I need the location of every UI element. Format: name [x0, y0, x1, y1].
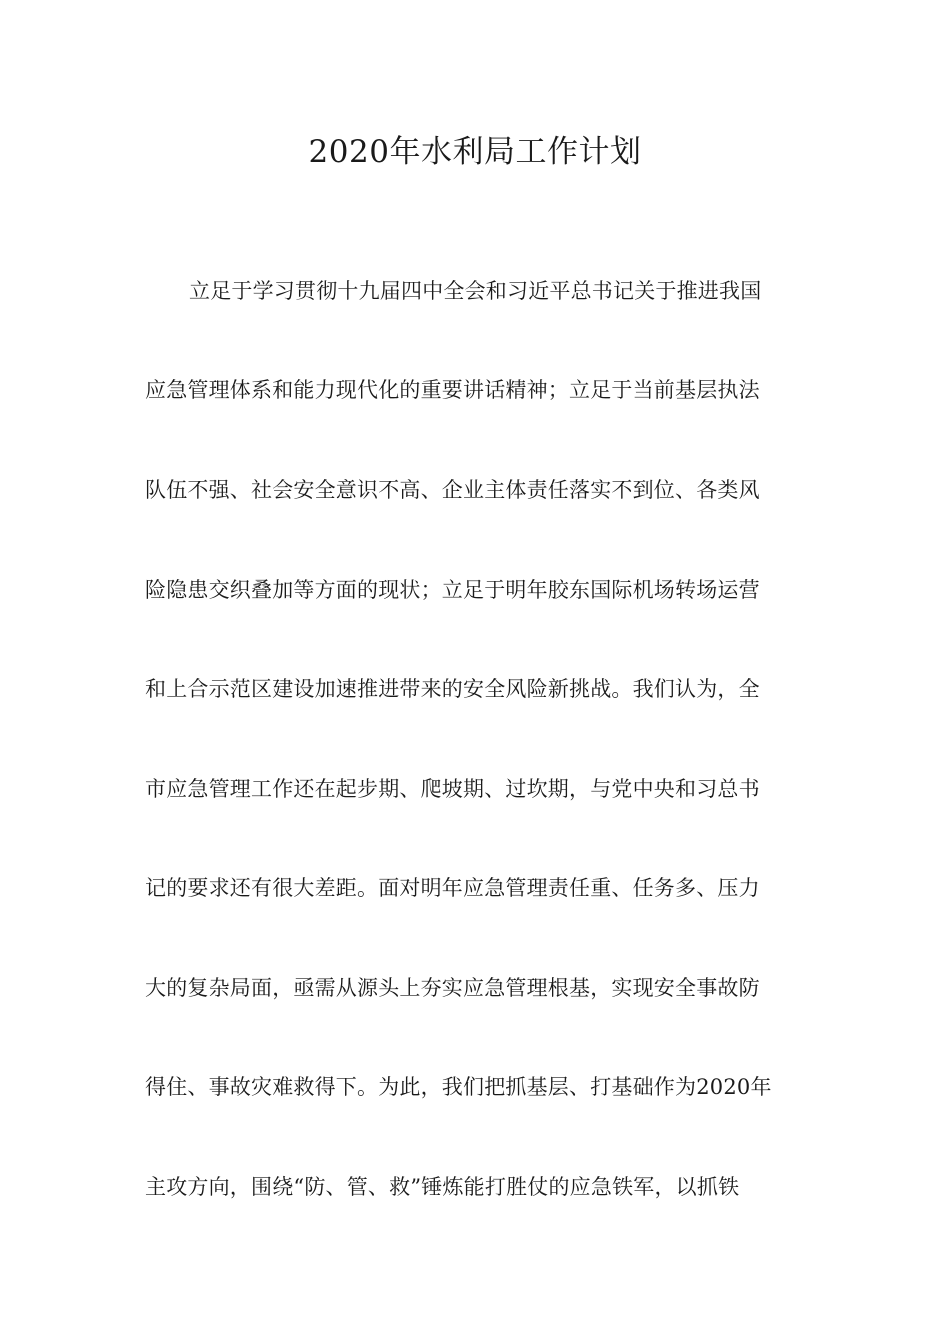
paragraph-line-3: 队伍不强、社会安全意识不高、企业主体责任落实不到位、各类风	[145, 478, 760, 502]
paragraph-line-7: 记的要求还有很大差距。面对明年应急管理责任重、任务多、压力	[145, 876, 760, 900]
paragraph-line-2: 应急管理体系和能力现代化的重要讲话精神；立足于当前基层执法	[145, 378, 760, 402]
document-title: 2020年水利局工作计划	[308, 134, 642, 170]
paragraph-line-6: 市应急管理工作还在起步期、爬坡期、过坎期，与党中央和习总书	[145, 777, 760, 801]
paragraph-line-8: 大的复杂局面，亟需从源头上夯实应急管理根基，实现安全事故防	[145, 976, 760, 1000]
paragraph-line-10: 主攻方向，围绕“防、管、救”锤炼能打胜仗的应急铁军，以抓铁	[145, 1175, 740, 1199]
paragraph-line-4: 险隐患交织叠加等方面的现状；立足于明年胶东国际机场转场运营	[145, 578, 760, 602]
paragraph-line-1: 立足于学习贯彻十九届四中全会和习近平总书记关于推进我国	[189, 279, 762, 303]
paragraph-line-9: 得住、事故灾难救得下。为此，我们把抓基层、打基础作为2020年	[145, 1075, 772, 1099]
paragraph-line-5: 和上合示范区建设加速推进带来的安全风险新挑战。我们认为，全	[145, 677, 760, 701]
